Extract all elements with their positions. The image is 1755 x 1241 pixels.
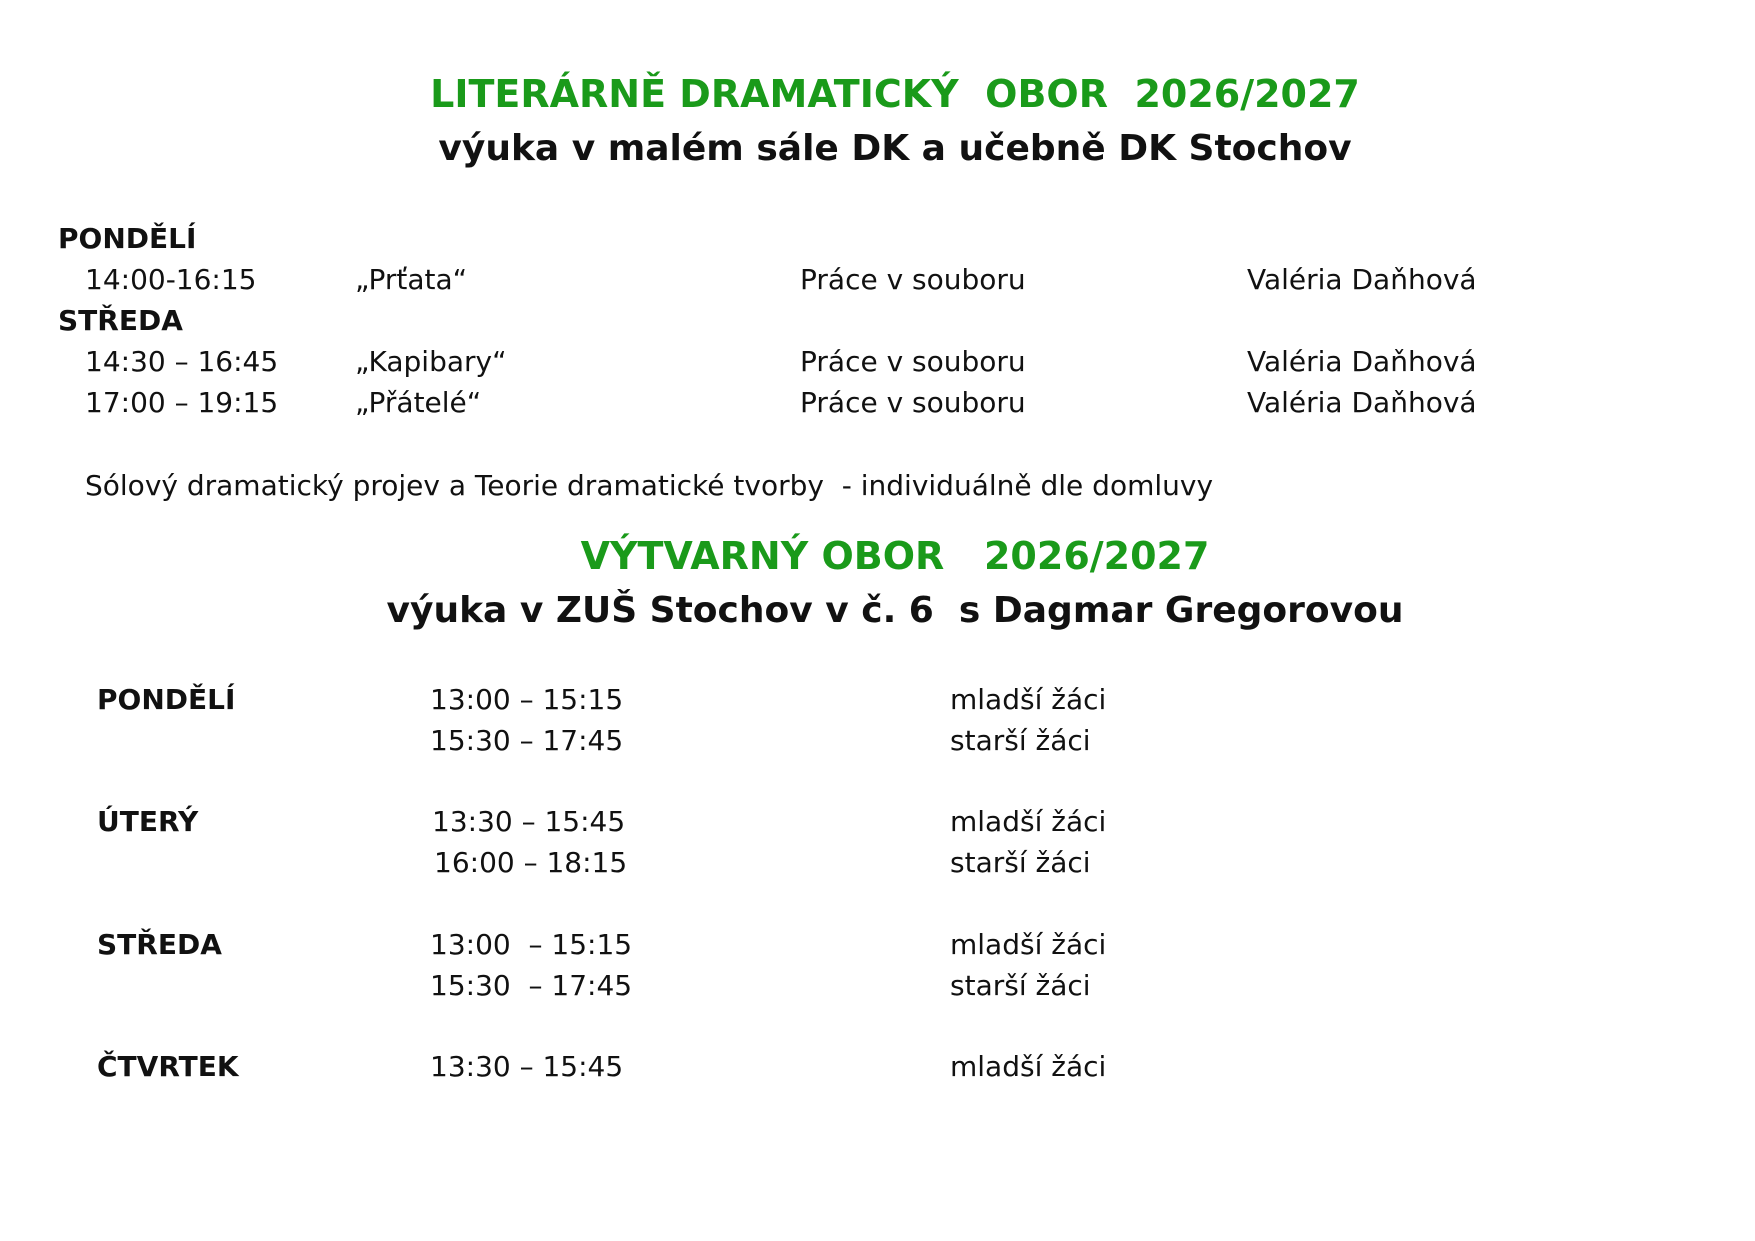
row-time: 17:00 – 19:15 <box>85 386 279 419</box>
row-time: 13:30 – 15:45 <box>430 1050 624 1083</box>
literary-title: LITERÁRNĚ DRAMATICKÝ OBOR 2026/2027 <box>430 72 1360 116</box>
art-subtitle: výuka v ZUŠ Stochov v č. 6 s Dagmar Gregorovou <box>386 590 1404 631</box>
row-time: 13:00 – 15:15 <box>430 928 633 961</box>
art-day-monday: PONDĚLÍ <box>97 683 236 716</box>
art-day-thursday: ČTVRTEK <box>97 1050 239 1083</box>
row-group: „Kapibary“ <box>355 345 507 378</box>
row-time: 14:00-16:15 <box>85 263 257 296</box>
row-activity: Práce v souboru <box>800 386 1026 419</box>
literary-subtitle: výuka v malém sále DK a učebně DK Stochov <box>438 128 1352 169</box>
row-time: 13:30 – 15:45 <box>432 805 626 838</box>
literary-note: Sólový dramatický projev a Teorie dramatické tvorby - individuálně dle domluvy <box>85 469 1214 502</box>
row-group: mladší žáci <box>950 683 1107 716</box>
row-group: starší žáci <box>950 724 1091 757</box>
row-group: „Přátelé“ <box>355 386 482 419</box>
row-activity: Práce v souboru <box>800 263 1026 296</box>
art-title: VÝTVARNÝ OBOR 2026/2027 <box>580 534 1210 578</box>
row-time: 15:30 – 17:45 <box>430 724 624 757</box>
literary-day-monday: PONDĚLÍ <box>58 222 197 255</box>
row-activity: Práce v souboru <box>800 345 1026 378</box>
row-teacher: Valéria Daňhová <box>1247 386 1477 419</box>
row-group: mladší žáci <box>950 805 1107 838</box>
row-time: 15:30 – 17:45 <box>430 969 633 1002</box>
art-day-wednesday: STŘEDA <box>97 928 222 961</box>
literary-day-wednesday: STŘEDA <box>58 304 183 337</box>
row-group: starší žáci <box>950 969 1091 1002</box>
row-group: „Prťata“ <box>355 263 468 296</box>
row-time: 14:30 – 16:45 <box>85 345 279 378</box>
row-group: mladší žáci <box>950 1050 1107 1083</box>
art-day-tuesday: ÚTERÝ <box>97 805 199 838</box>
row-time: 13:00 – 15:15 <box>430 683 624 716</box>
row-group: mladší žáci <box>950 928 1107 961</box>
row-teacher: Valéria Daňhová <box>1247 345 1477 378</box>
row-group: starší žáci <box>950 846 1091 879</box>
row-time: 16:00 – 18:15 <box>434 846 628 879</box>
row-teacher: Valéria Daňhová <box>1247 263 1477 296</box>
